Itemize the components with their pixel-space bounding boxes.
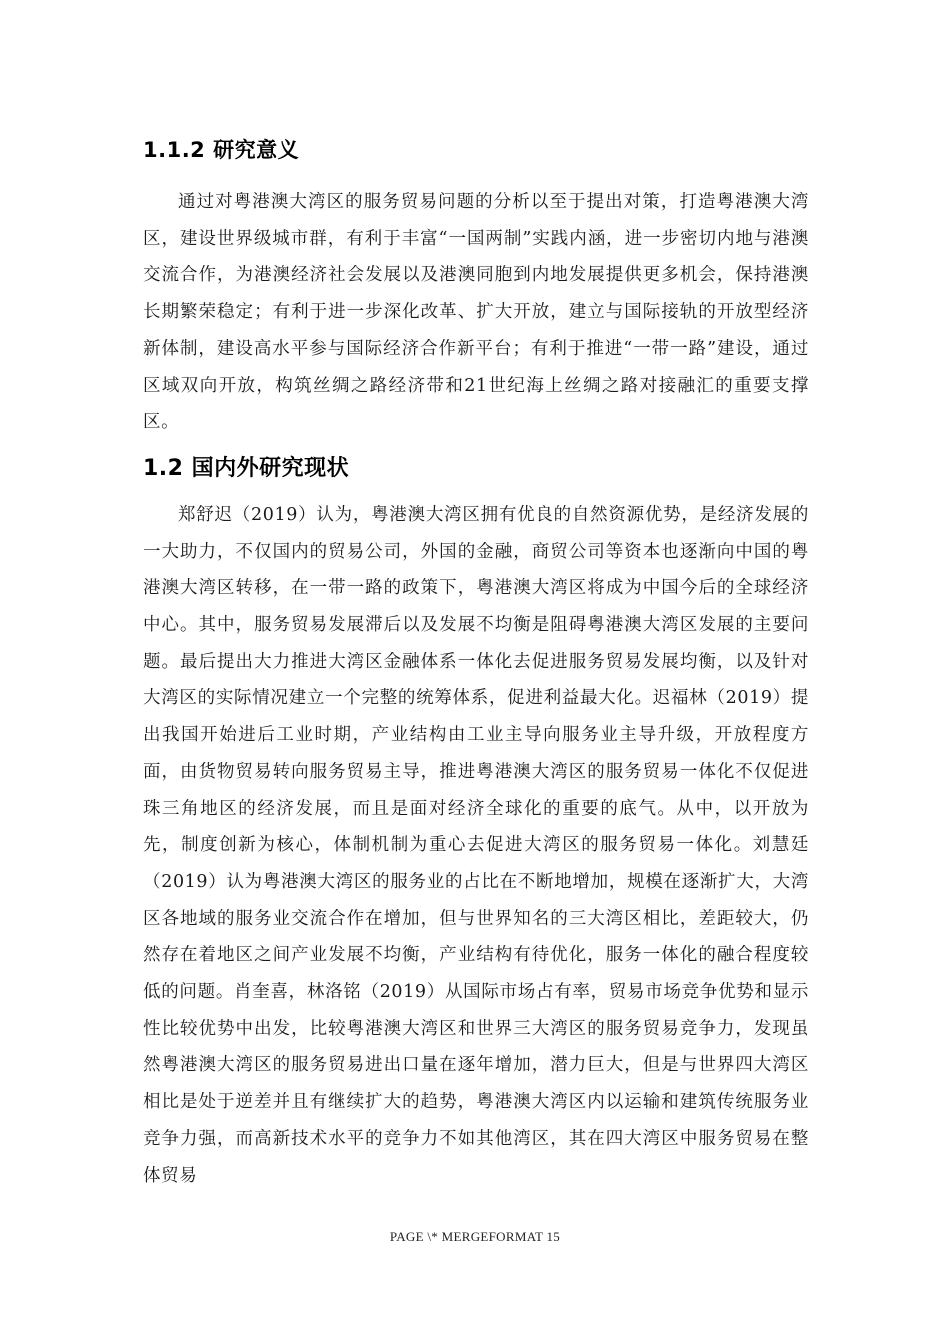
- research-status-paragraph: 郑舒迟（2019）认为，粤港澳大湾区拥有优良的自然资源优势，是经济发展的一大助力，不仅国内的贸易公司，外国的金融，商贸公司等资本也逐渐向中国的粤港澳大湾区转移，在一带一路的政策下，粤港澳大湾区将成为中国今后的全球经济中心。其中，服务贸易发展滞后以及发展不均衡是阻碍粤港澳大湾区发展的主要问题。最后提出大力推进大湾区金融体系一体化去促进服务贸易发展均衡，以及针对大湾区的实际情况建立一个完整的统筹体系，促进利益最大化。迟福林（2019）提出我国开始进后工业时期，产业结构由工业主导向服务业主导升级，开放程度方面，由货物贸易转向服务贸易主导，推进粤港澳大湾区的服务贸易一体化不仅促进珠三角地区的经济发展，而且是面对经济全球化的重要的底气。从中，以开放为先，制度创新为核心，体制机制为重心去促进大湾区的服务贸易一体化。刘慧廷（2019）认为粤港澳大湾区的服务业的占比在不断地增加，规模在逐渐扩大，大湾区各地域的服务业交流合作在增加，但与世界知名的三大湾区相比，差距较大，仍然存在着地区之间产业发展不均衡，产业结构有待优化，服务一体化的融合程度较低的问题。肖奎喜，林洛铭（2019）从国际市场占有率，贸易市场竞争优势和显示性比较优势中出发，比较粤港澳大湾区和世界三大湾区的服务贸易竞争力，发现虽然粤港澳大湾区的服务贸易进出口量在逐年增加，潜力巨大，但是与世界四大湾区相比是处于逆差并且有继续扩大的趋势，粤港澳大湾区内以运输和建筑传统服务业竞争力强，而高新技术水平的竞争力不如其他湾区，其在四大湾区中服务贸易在整体贸易: [143, 504, 809, 1186]
- research-significance-paragraph: 通过对粤港澳大湾区的服务贸易问题的分析以至于提出对策，打造粤港澳大湾区，建设世界级城市群，有利于丰富“一国两制”实践内涵，进一步密切内地与港澳交流合作，为港澳经济社会发展以及港澳同胞到内地发展提供更多机会，保持港澳长期繁荣稳定；有利于进一步深化改革、扩大开放，建立与国际接轨的开放型经济新体制，建设高水平参与国际经济合作新平台；有利于推进“一带一路”建设，通过区域双向开放，构筑丝绸之路经济带和21世纪海上丝绸之路对接融汇的重要支撑区。: [143, 192, 809, 433]
- page-footer: PAGE \* MERGEFORMAT 15: [389, 1229, 561, 1244]
- page-content: [143, 132, 809, 1194]
- section-heading-research-significance: 1.1.2 研究意义: [143, 138, 300, 162]
- section-heading-research-status: 1.2 国内外研究现状: [143, 455, 350, 481]
